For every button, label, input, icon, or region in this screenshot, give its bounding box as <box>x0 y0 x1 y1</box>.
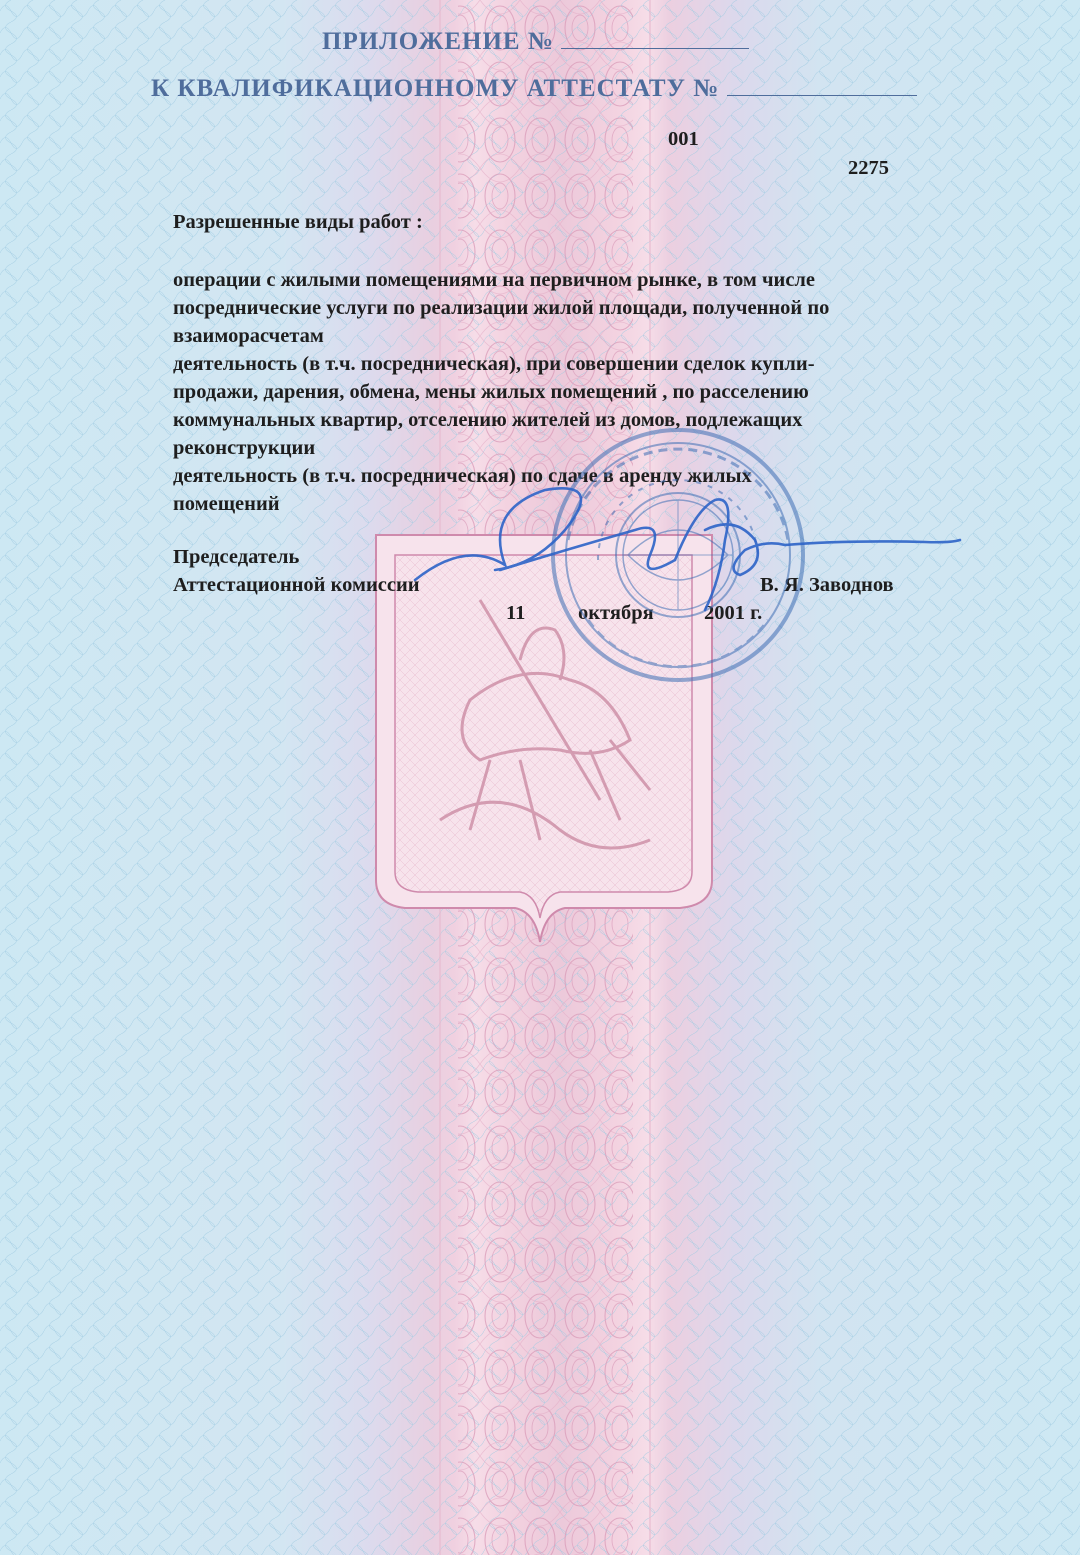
date-year: 2001 г. <box>704 602 763 624</box>
appendix-number-blank <box>561 26 749 49</box>
appendix-number: 001 <box>668 128 699 150</box>
certificate-heading: К КВАЛИФИКАЦИОННОМУ АТТЕСТАТУ № <box>151 73 917 103</box>
appendix-heading: ПРИЛОЖЕНИЕ № <box>322 26 749 56</box>
works-line: взаиморасчетам <box>173 325 324 347</box>
works-line: коммунальных квартир, отселению жителей из домов, подлежащих <box>173 409 803 431</box>
works-line: реконструкции <box>173 437 316 459</box>
certificate-number: 2275 <box>848 157 889 179</box>
works-line: помещений <box>173 493 280 515</box>
works-line: операции с жилыми помещениями на первичном рынке, в том числе <box>173 269 816 291</box>
works-line: продажи, дарения, обмена, мены жилых помещений , по расселению <box>173 381 809 403</box>
works-line: деятельность (в т.ч. посредническая) по сдаче в аренду жилых <box>173 465 752 487</box>
permitted-works-heading: Разрешенные виды работ : <box>173 211 423 233</box>
certificate-number-blank <box>727 73 917 96</box>
chairman-title: Председатель <box>173 546 300 568</box>
date-month: октября <box>578 602 654 624</box>
handwritten-signature <box>405 470 965 630</box>
works-line: деятельность (в т.ч. посредническая), при совершении сделок купли- <box>173 353 815 375</box>
commission-title: Аттестационной комиссии <box>173 574 420 596</box>
chairman-name: В. Я. Заводнов <box>760 574 894 596</box>
date-day: 11 <box>506 602 526 624</box>
works-line: посреднические услуги по реализации жилой площади, полученной по <box>173 297 830 319</box>
